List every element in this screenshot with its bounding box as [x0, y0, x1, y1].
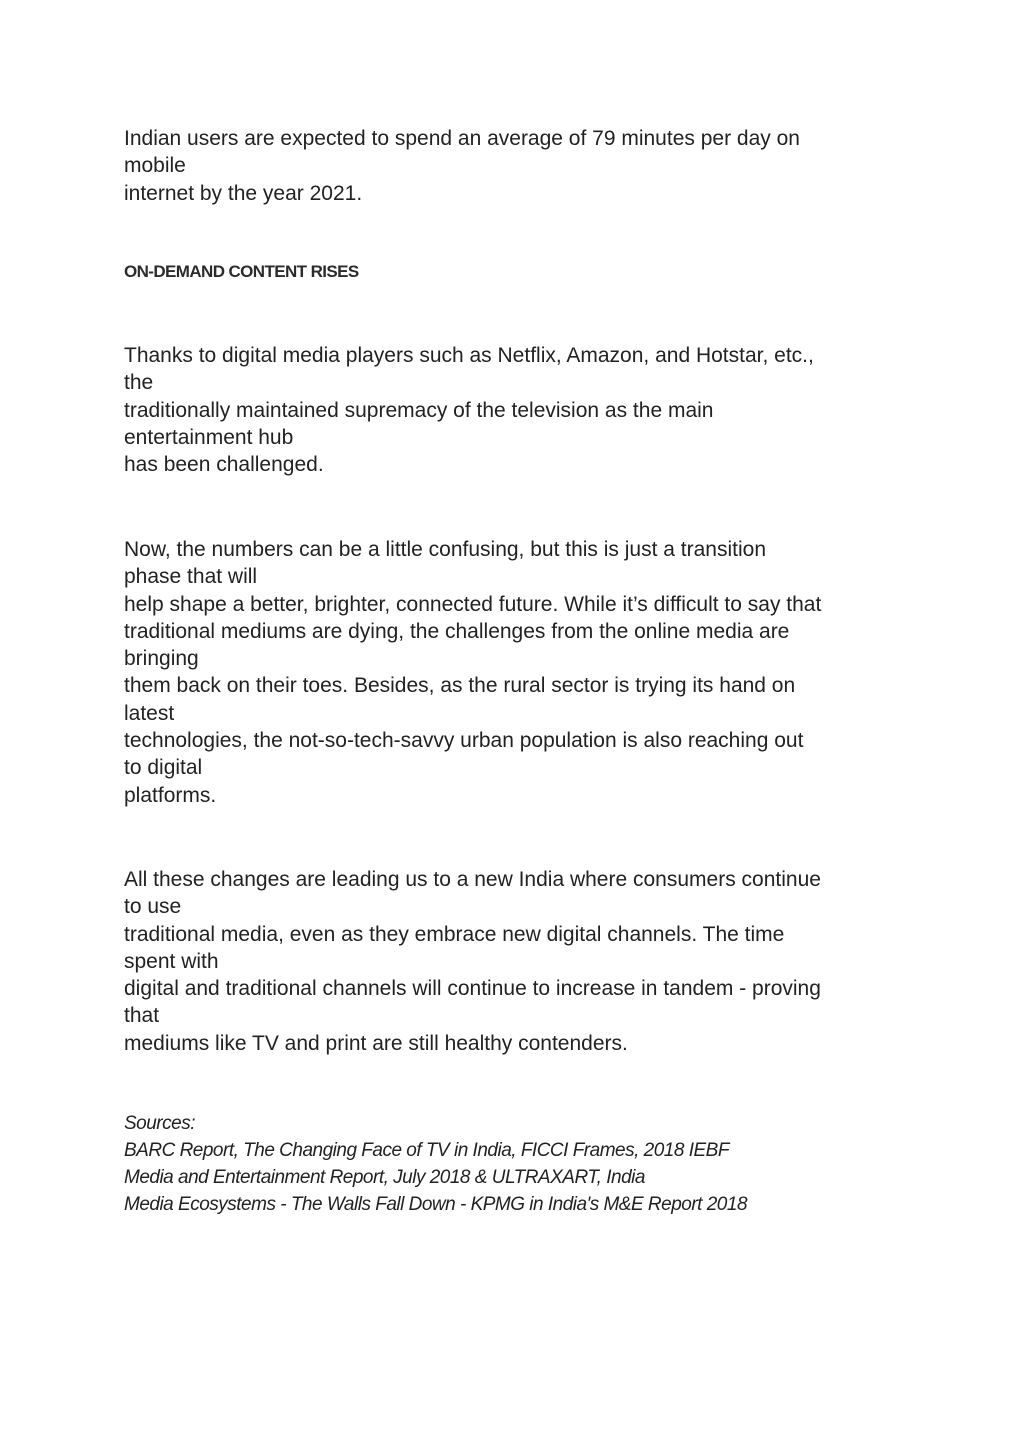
- transition-paragraph: [124, 536, 904, 809]
- paragraph-line: mediums like TV and print are still healthy contenders.: [124, 1031, 628, 1055]
- paragraph-line: traditional media, even as they embrace new digital channels. The time: [124, 922, 785, 946]
- paragraph-line: Thanks to digital media players such as Netflix, Amazon, and Hotstar, etc.,: [124, 344, 814, 367]
- paragraph-line: traditional mediums are dying, the challenges from the online media are: [124, 619, 790, 643]
- paragraph-line: latest: [124, 701, 175, 725]
- paragraph-line: Indian users are expected to spend an average of 79 minutes per day on: [124, 127, 800, 150]
- intro-paragraph: [124, 125, 904, 207]
- new-india-paragraph: [124, 866, 904, 1057]
- paragraph-line: Now, the numbers can be a little confusing, but this is just a transition: [124, 538, 767, 561]
- paragraph-line: to digital: [124, 756, 203, 780]
- paragraph-line: phase that will: [124, 565, 258, 589]
- paragraph-line: them back on their toes. Besides, as the rural sector is trying its hand on: [124, 674, 796, 698]
- paragraph-line: the: [124, 371, 154, 395]
- paragraph-line: spent with: [124, 949, 219, 973]
- paragraph-line: bringing: [124, 647, 199, 671]
- source-line: Media and Entertainment Report, July 2018 & ULTRAXART, India: [124, 1167, 645, 1188]
- paragraph-line: entertainment hub: [124, 425, 294, 449]
- section-heading: ON-DEMAND CONTENT RISES: [124, 262, 359, 281]
- paragraph-line: traditionally maintained supremacy of the television as the main: [124, 398, 714, 422]
- paragraph-line: internet by the year 2021.: [124, 181, 363, 205]
- paragraph-line: platforms.: [124, 783, 217, 807]
- paragraph-line: help shape a better, brighter, connected future. While it’s difficult to say that: [124, 592, 822, 616]
- streaming-paragraph: [124, 342, 904, 478]
- paragraph-line: technologies, the not-so-tech-savvy urban population is also reaching out: [124, 729, 804, 753]
- source-line: Media Ecosystems - The Walls Fall Down - KPMG in India's M&E Report 2018: [124, 1194, 748, 1215]
- paragraph-line: All these changes are leading us to a new India where consumers continue: [124, 868, 821, 891]
- paragraph-line: digital and traditional channels will continue to increase in tandem - proving: [124, 977, 821, 1001]
- paragraph-line: has been challenged.: [124, 453, 324, 477]
- paragraph-line: mobile: [124, 154, 186, 178]
- sources-label: Sources:: [124, 1113, 195, 1134]
- source-line: BARC Report, The Changing Face of TV in India, FICCI Frames, 2018 IEBF: [124, 1140, 729, 1161]
- sources-block: [124, 1110, 747, 1218]
- paragraph-line: to use: [124, 895, 182, 919]
- paragraph-line: that: [124, 1004, 160, 1028]
